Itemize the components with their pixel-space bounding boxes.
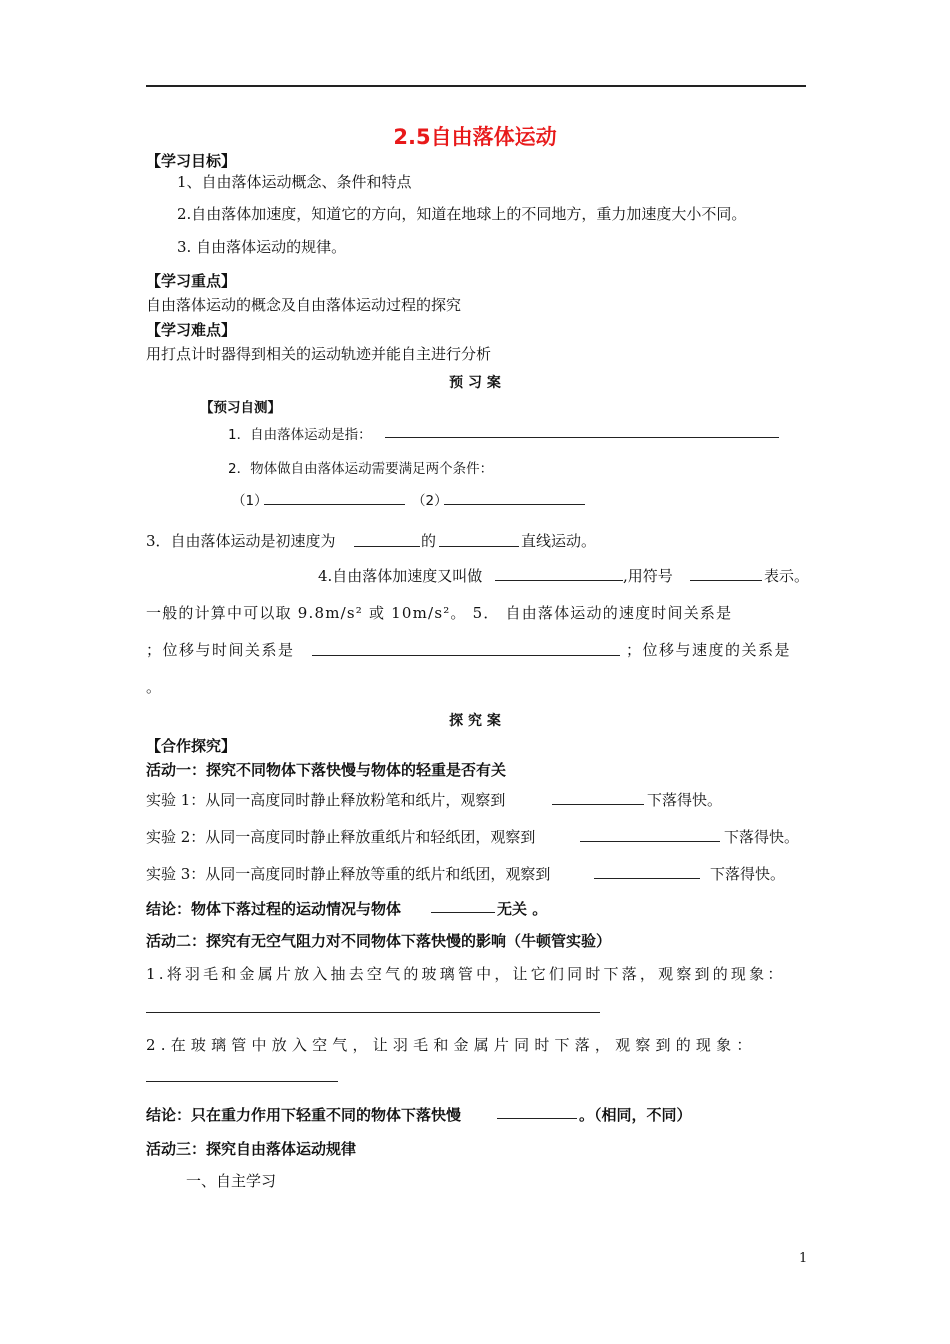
- self-test-heading: 【预习自测】: [200, 400, 281, 416]
- preview-q3c: 直线运动。: [521, 532, 597, 550]
- q3-blank-1[interactable]: [354, 546, 420, 547]
- condition-1-label: （1）: [232, 493, 268, 509]
- preview-q1: 1．自由落体运动是指：: [228, 427, 372, 443]
- condition-2-label: （2）: [412, 493, 448, 509]
- preview-q5a: ；位移与时间关系是: [146, 641, 295, 659]
- activity-2-title: 活动二：探究有无空气阻力对不同物体下落快慢的影响（牛顿管实验）: [146, 932, 612, 950]
- preview-q4b: ,用符号: [623, 567, 673, 585]
- preview-q4d: 一般的计算中可以取 9.8m/s² 或 10m/s²。 5． 自由落体运动的速度时间关系是: [146, 604, 733, 622]
- preview-q5b: ；位移与速度的关系是: [626, 641, 792, 659]
- experiment-2-blank[interactable]: [580, 841, 720, 842]
- condition-2-blank[interactable]: [444, 504, 585, 505]
- experiment-1-end: 下落得快。: [647, 791, 723, 809]
- coop-heading: 【合作探究】: [146, 737, 237, 755]
- activity-1-title: 活动一：探究不同物体下落快慢与物体的轻重是否有关: [146, 761, 507, 779]
- difficulties-heading: 【学习难点】: [146, 321, 237, 339]
- conclusion-2: 结论：只在重力作用下轻重不同的物体下落快慢: [146, 1106, 462, 1124]
- goal-item-2: 2.自由落体加速度，知道它的方向，知道在地球上的不同地方，重力加速度大小不同。: [177, 205, 747, 223]
- step-1-blank-b[interactable]: [398, 1012, 600, 1013]
- step-2: 2.在玻璃管中放入空气，让羽毛和金属片同时下落，观察到的现象：: [146, 1036, 757, 1054]
- experiment-1: 实验 1：从同一高度同时静止释放粉笔和纸片，观察到: [146, 791, 506, 809]
- goal-item-1: 1、自由落体运动概念、条件和特点: [177, 173, 412, 191]
- conclusion-1: 结论：物体下落过程的运动情况与物体: [146, 900, 402, 918]
- explore-heading: 探 究 案: [449, 713, 501, 729]
- conclusion-2-blank[interactable]: [497, 1118, 577, 1119]
- q4-blank-1[interactable]: [495, 580, 623, 581]
- self-study-heading: 一、自主学习: [186, 1172, 277, 1190]
- step-1-blank-a[interactable]: [146, 1012, 398, 1013]
- condition-1-blank[interactable]: [264, 504, 405, 505]
- experiment-3-end: 下落得快。: [710, 865, 786, 883]
- preview-q2: 2．物体做自由落体运动需要满足两个条件：: [228, 461, 494, 477]
- preview-q5c: 。: [146, 678, 162, 696]
- preview-heading: 预 习 案: [449, 375, 501, 391]
- step-2-blank[interactable]: [146, 1081, 338, 1082]
- q1-blank[interactable]: [385, 437, 779, 438]
- page-number: 1: [799, 1251, 808, 1266]
- difficulties-text: 用打点计时器得到相关的运动轨迹并能自主进行分析: [146, 345, 492, 363]
- experiment-2: 实验 2：从同一高度同时静止释放重纸片和轻纸团，观察到: [146, 828, 536, 846]
- preview-q3b: 的: [421, 532, 437, 550]
- conclusion-2-end: 。（相同，不同）: [579, 1106, 692, 1124]
- preview-q3a: 3．自由落体运动是初速度为: [146, 532, 336, 550]
- experiment-2-end: 下落得快。: [724, 828, 800, 846]
- q4-blank-2[interactable]: [690, 580, 762, 581]
- preview-q4c: 表示。: [764, 567, 810, 585]
- q5-blank[interactable]: [312, 655, 620, 656]
- step-1: 1.将羽毛和金属片放入抽去空气的玻璃管中，让它们同时下落，观察到的现象：: [146, 965, 786, 983]
- key-points-heading: 【学习重点】: [146, 272, 237, 290]
- activity-3-title: 活动三：探究自由落体运动规律: [146, 1140, 357, 1158]
- goal-item-3: 3. 自由落体运动的规律。: [177, 238, 347, 256]
- experiment-3: 实验 3：从同一高度同时静止释放等重的纸片和纸团，观察到: [146, 865, 551, 883]
- experiment-3-blank[interactable]: [594, 878, 700, 879]
- q3-blank-2[interactable]: [439, 546, 519, 547]
- header-rule: [146, 85, 806, 87]
- preview-q4a: 4.自由落体加速度又叫做: [318, 567, 483, 585]
- conclusion-1-blank[interactable]: [431, 912, 495, 913]
- experiment-1-blank[interactable]: [552, 804, 644, 805]
- goals-heading: 【学习目标】: [146, 152, 237, 170]
- page-title: 2.5自由落体运动: [393, 125, 557, 149]
- conclusion-1-end: 无关 。: [497, 900, 548, 918]
- key-points-text: 自由落体运动的概念及自由落体运动过程的探究: [146, 296, 462, 314]
